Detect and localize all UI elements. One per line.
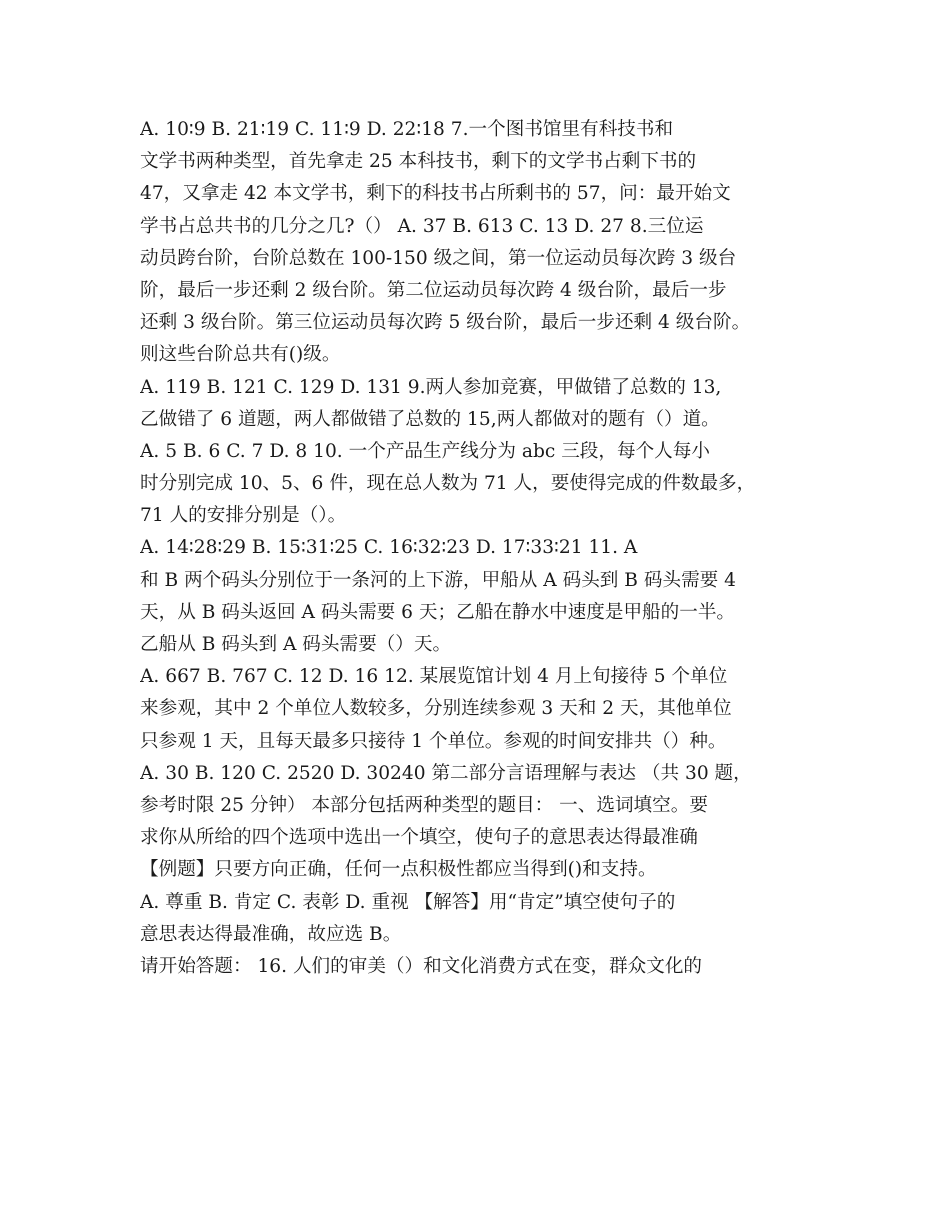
text-line: 学书占总共书的几分之几?（） A. 37 B. 613 C. 13 D. 27 8.三位运 (140, 215, 704, 237)
text-line: A. 14∶28∶29 B. 15∶31∶25 C. 16∶32∶23 D. 17∶33∶21 11. A (140, 537, 638, 559)
text-line: 天，从 B 码头返回 A 码头需要 6 天；乙船在静水中速度是甲船的一半。 (140, 601, 736, 623)
text-line: A. 尊重 B. 肯定 C. 表彰 D. 重视 【解答】用“肯定”填空使句子的 (140, 891, 676, 913)
text-line: 【例题】只要方向正确，任何一点积极性都应当得到()和支持。 (140, 859, 657, 881)
text-line: 还剩 3 级台阶。第三位运动员每次跨 5 级台阶，最后一步还剩 4 级台阶。 (140, 312, 751, 334)
document-body (140, 114, 820, 983)
text-line: 意思表达得最准确，故应选 B。 (140, 923, 402, 945)
text-line: 文学书两种类型，首先拿走 25 本科技书，剩下的文学书占剩下书的 (140, 151, 697, 173)
text-line: 乙做错了 6 道题，两人都做错了总数的 15,两人都做对的题有（）道。 (140, 408, 720, 430)
text-line: A. 119 B. 121 C. 129 D. 131 9.两人参加竞赛，甲做错了总数的 13, (140, 376, 722, 398)
text-line: 来参观，其中 2 个单位人数较多，分别连续参观 3 天和 2 天，其他单位 (140, 698, 732, 720)
text-line: 则这些台阶总共有()级。 (140, 344, 341, 366)
text-line: 阶，最后一步还剩 2 级台阶。第二位运动员每次跨 4 级台阶，最后一步 (140, 279, 727, 301)
text-line: A. 30 B. 120 C. 2520 D. 30240 第二部分言语理解与表达 （共 30 题， (140, 762, 752, 784)
text-line: 47，又拿走 42 本文学书，剩下的科技书占所剩书的 57，问：最开始文 (140, 183, 731, 205)
text-line: 请开始答题： 16. 人们的审美（）和文化消费方式在变，群众文化的 (140, 955, 703, 977)
text-line: 和 B 两个码头分别位于一条河的上下游，甲船从 A 码头到 B 码头需要 4 (140, 569, 736, 591)
text-line: 时分别完成 10、5、6 件，现在总人数为 71 人，要使得完成的件数最多， (140, 473, 756, 495)
text-line: 求你从所给的四个选项中选出一个填空，使句子的意思表达得最准确 (140, 827, 698, 849)
text-line: A. 5 B. 6 C. 7 D. 8 10. 一个产品生产线分为 abc 三段，每个人每小 (140, 440, 710, 462)
text-line: 乙船从 B 码头到 A 码头需要（）天。 (140, 634, 452, 655)
text-line: 动员跨台阶，台阶总数在 100-150 级之间，第一位运动员每次跨 3 级台 (140, 247, 737, 269)
text-line: A. 10∶9 B. 21∶19 C. 11∶9 D. 22∶18 7.一个图书馆里有科技书和 (140, 119, 674, 140)
text-line: 71 人的安排分别是（）。 (140, 505, 347, 527)
text-line: 参考时限 25 分钟） 本部分包括两种类型的题目： 一、选词填空。要 (140, 794, 708, 816)
text-line: A. 667 B. 767 C. 12 D. 16 12. 某展览馆计划 4 月上旬接待 5 个单位 (140, 666, 728, 688)
text-line: 只参观 1 天，且每天最多只接待 1 个单位。参观的时间安排共（）种。 (140, 730, 727, 752)
